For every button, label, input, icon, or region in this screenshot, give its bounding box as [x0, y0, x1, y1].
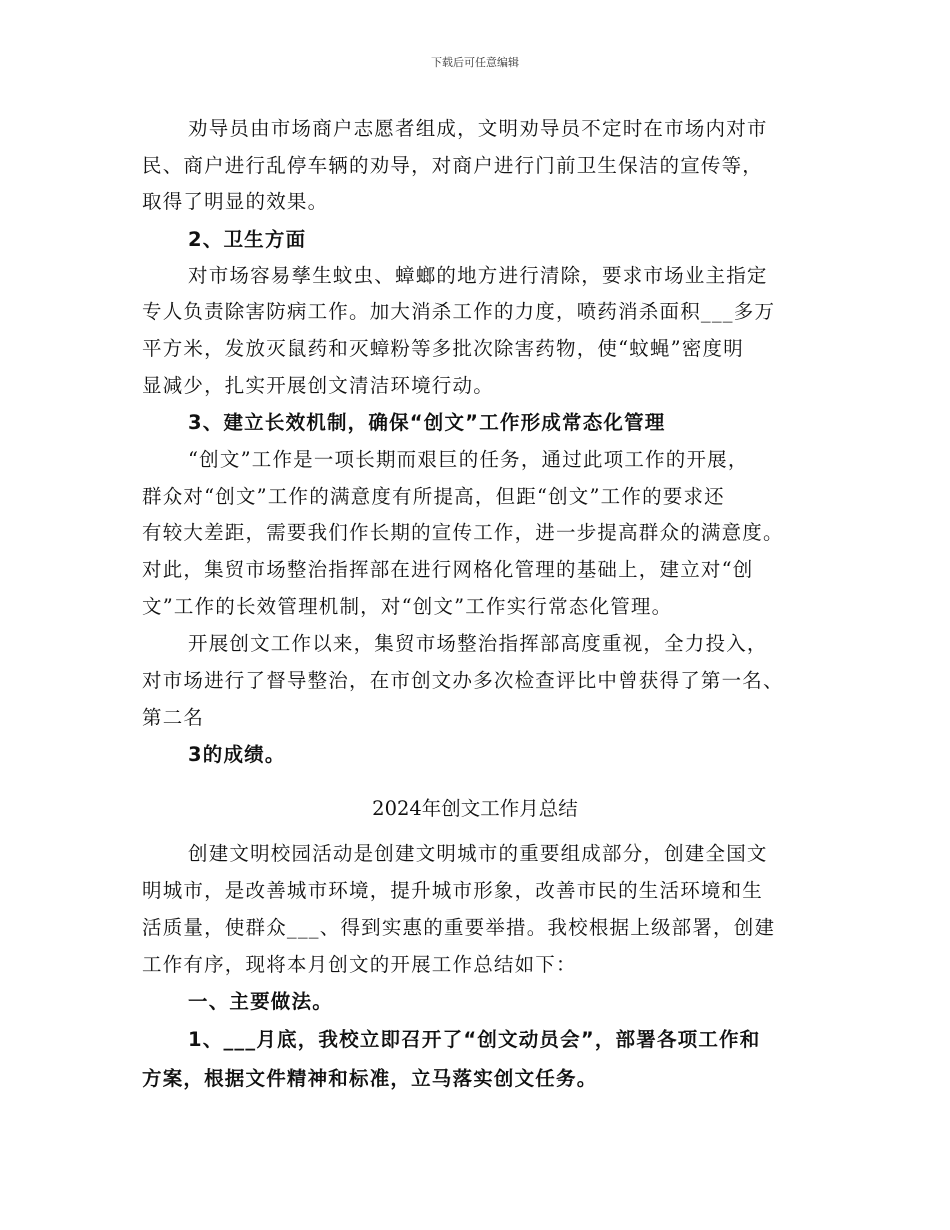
paragraph-line: 取得了明显的效果。 — [142, 190, 329, 213]
paragraph-line: 开展创文工作以来，集贸市场整治指挥部高度重视，全力投入， — [188, 632, 768, 655]
paragraph-line: 民、商户进行乱停车辆的劝导，对商户进行门前卫生保洁的宣传等， — [142, 154, 764, 177]
paragraph-line: 群众对“创文”工作的满意度有所提高，但距“创文”工作的要求还 — [142, 485, 725, 508]
paragraph-line: 专人负责除害防病工作。加大消杀工作的力度，喷药消杀面积___多万 — [142, 300, 776, 323]
paragraph-line: 1、___月底，我校立即召开了“创文动员会”，部署各项工作和 — [188, 1028, 761, 1051]
paragraph-line: 对市场进行了督导整治，在市创文办多次检查评比中曾获得了第一名、 — [142, 669, 784, 692]
paragraph-line: 对市场容易孳生蚊虫、蟑螂的地方进行清除，要求市场业主指定 — [188, 264, 768, 287]
document-title: 2024年创文工作月总结 — [372, 797, 578, 820]
paragraph-line: 对此，集贸市场整治指挥部在进行网格化管理的基础上，建立对“创 — [142, 558, 754, 581]
paragraph-line: 第二名 — [142, 706, 205, 729]
paragraph-line: 显减少，扎实开展创文清洁环境行动。 — [142, 374, 494, 397]
subheading-hygiene: 2、卫生方面 — [188, 228, 307, 251]
paragraph-line: 平方米，发放灭鼠药和灭蟑粉等多批次除害药物，使“蚊蝇”密度明 — [142, 337, 744, 360]
paragraph-line: 活质量，使群众___、得到实惠的重要举措。我校根据上级部署，创建 — [142, 916, 776, 939]
paragraph-line: “创文”工作是一项长期而艰巨的任务，通过此项工作的开展， — [188, 448, 749, 471]
subheading-mechanism: 3、建立长效机制，确保“创文”工作形成常态化管理 — [188, 411, 666, 434]
paragraph-line: 劝导员由市场商户志愿者组成，文明劝导员不定时在市场内对市 — [188, 117, 768, 140]
section-heading-main-practices: 一、主要做法。 — [188, 990, 333, 1013]
paragraph-line: 文”工作的长效管理机制，对“创文”工作实行常态化管理。 — [142, 595, 673, 618]
paragraph-line: 创建文明校园活动是创建文明城市的重要组成部分，创建全国文 — [188, 842, 768, 865]
paragraph-line: 3的成绩。 — [188, 743, 286, 766]
paragraph-line: 有较大差距，需要我们作长期的宣传工作，进一步提高群众的满意度。 — [142, 521, 784, 544]
paragraph-line: 方案，根据文件精神和标准，立马落实创文任务。 — [142, 1067, 598, 1090]
paragraph-line: 明城市，是改善城市环境，提升城市形象，改善市民的生活环境和生 — [142, 879, 764, 902]
paragraph-line: 工作有序，现将本月创文的开展工作总结如下： — [142, 953, 577, 976]
page-header-note: 下载后可任意编辑 — [431, 56, 519, 69]
